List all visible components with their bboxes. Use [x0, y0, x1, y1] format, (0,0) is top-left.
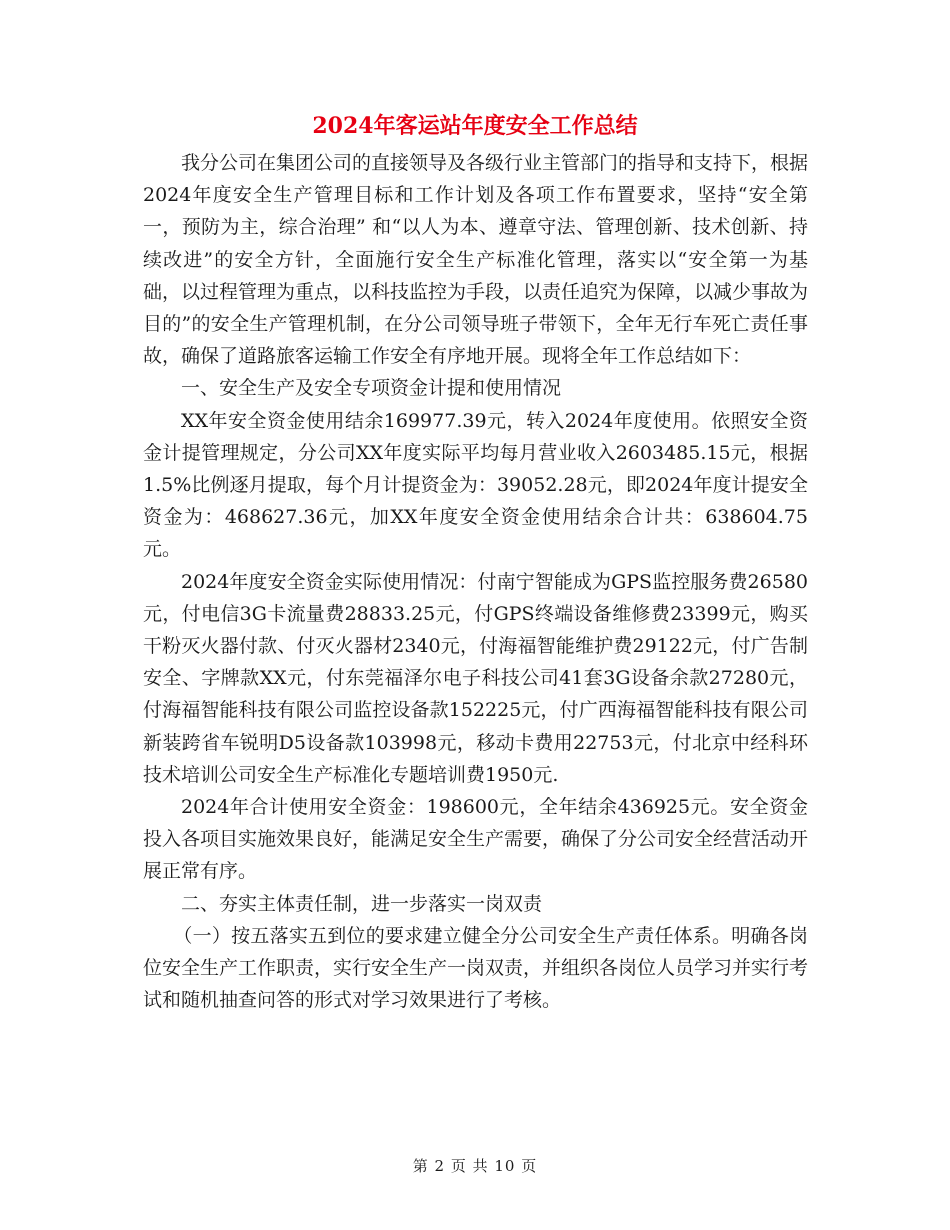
document-title: 2024年客运站年度安全工作总结: [312, 113, 638, 139]
paragraph-fund-balance: XX年安全资金使用结余169977.39元，转入2024年度使用。依照安全资金计提管理规定，分公司XX年度实际平均每月营业收入2603485.15元，根据1.5%比例逐月提取，每个月计提资金为：39052.28元，即2024年度计提安全资金为：468627.36元，加XX年度安全资金使用结余合计共：638604.75元。: [143, 409, 808, 561]
paragraph-intro: 我分公司在集团公司的直接领导及各级行业主管部门的指导和支持下，根据2024年度安全生产管理目标和工作计划及各项工作布置要求，坚持“安全第一，预防为主，综合治理” 和“以人为本、遵章守法、管理创新、技术创新、持续改进”的安全方针，全面施行安全生产标准化管理，落实以“安全第一为基础，以过程管理为重点，以科技监控为手段，以责任追究为保障，以减少事故为目的”的安全生产管理机制，在分公司领导班子带领下，全年无行车死亡责任事故，确保了道路旅客运输工作安全有序地开展。现将全年工作总结如下：: [143, 152, 809, 368]
page-number-footer: 第 2 页 共 10 页: [412, 1157, 538, 1175]
paragraph-responsibility: （一）按五落实五到位的要求建立健全分公司安全生产责任体系。明确各岗位安全生产工作职责，实行安全生产一岗双责，并组织各岗位人员学习并实行考试和随机抽查问答的形式对学习效果进行了考核。: [143, 924, 809, 1012]
document-body: [143, 147, 808, 1016]
paragraph-fund-usage: 2024年度安全资金实际使用情况：付南宁智能成为GPS监控服务费26580元，付电信3G卡流量费28833.25元，付GPS终端设备维修费23399元，购买干粉灭火器付款、付灭火器材2340元，付海福智能维护费29122元，付广告制安全、字牌款XX元，付东莞福泽尔电子科技公司41套3G设备余款27280元，付海福智能科技有限公司监控设备款152225元，付广西海福智能科技有限公司新装跨省车锐明D5设备款103998元，移动卡费用22753元，付北京中经科环技术培训公司安全生产标准化专题培训费1950元.: [143, 570, 808, 786]
section-heading-2: 二、夯实主体责任制，进一步落实一岗双责: [181, 892, 543, 915]
paragraph-fund-total: 2024年合计使用安全资金：198600元，全年结余436925元。安全资金投入各项目实施效果良好，能满足安全生产需要，确保了分公司安全经营活动开展正常有序。: [143, 796, 809, 883]
section-heading-1: 一、安全生产及安全专项资金计提和使用情况: [181, 377, 562, 400]
